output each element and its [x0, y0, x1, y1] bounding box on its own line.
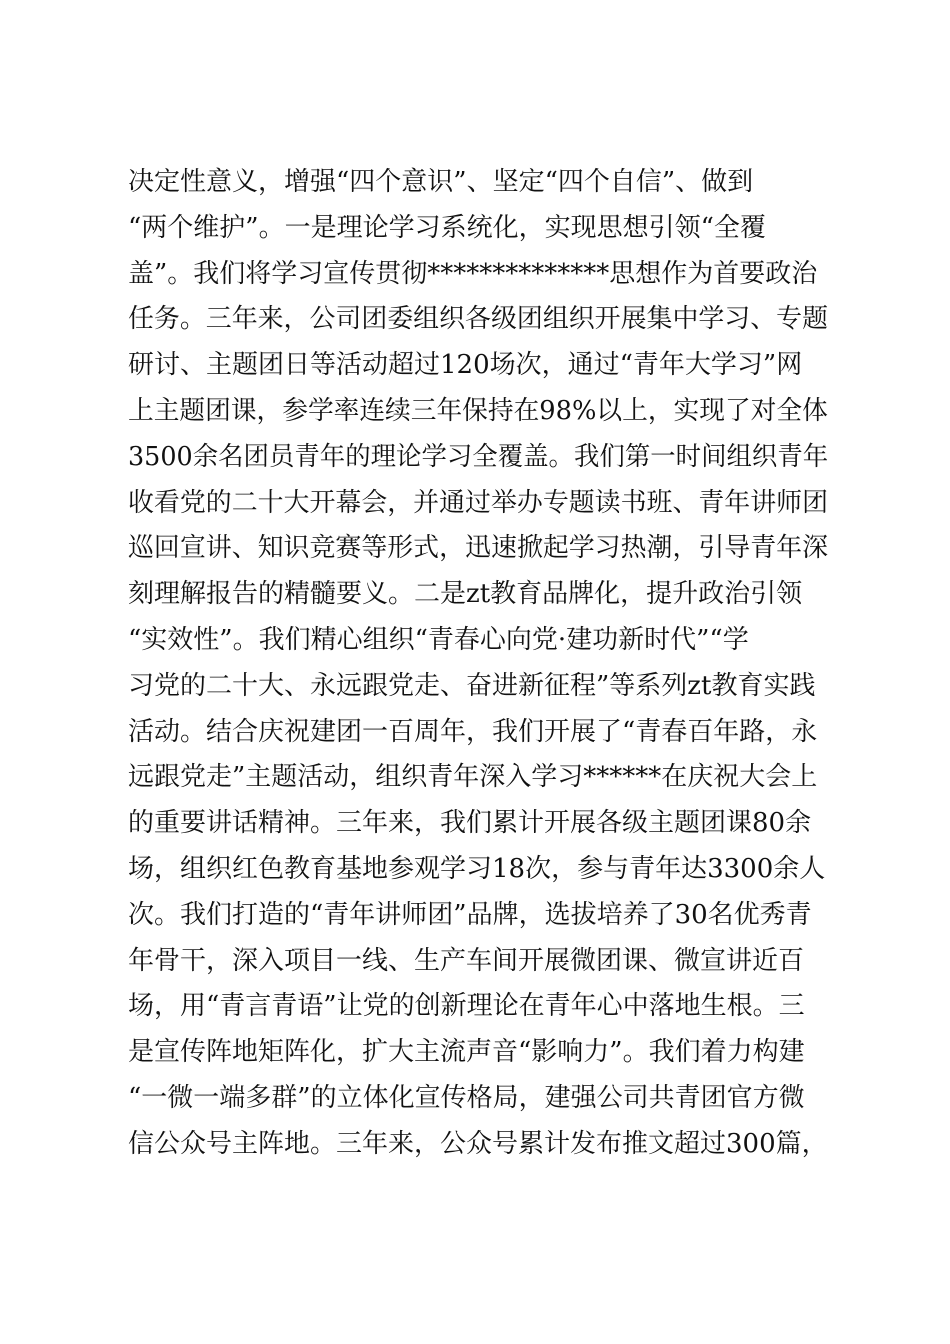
text-line: 收看党的二十大开幕会，并通过举办专题读书班、青年讲师团 — [128, 487, 829, 518]
text-line: “实效性”。我们精心组织“青春心向党·建功新时代”“学 — [128, 624, 749, 655]
body-paragraph — [128, 160, 828, 1168]
text-line: 习党的二十大、永远跟党走、奋进新征程”等系列zt教育实践 — [128, 670, 816, 701]
text-line: “一微一端多群”的立体化宣传格局，建强公司共青团官方微 — [128, 1082, 805, 1113]
text-line: 信公众号主阵地。三年来，公众号累计发布推文超过300篇， — [128, 1128, 828, 1159]
text-line: 年骨干，深入项目一线、生产车间开展微团课、微宣讲近百 — [128, 945, 805, 976]
text-line: 远跟党走”主题活动，组织青年深入学习******在庆祝大会上 — [128, 762, 818, 793]
text-line: 研讨、主题团日等活动超过120场次，通过“青年大学习”网 — [128, 350, 803, 381]
text-line: 活动。结合庆祝建团一百周年，我们开展了“青春百年路，永 — [128, 716, 818, 747]
text-line: 场，组织红色教育基地参观学习18次，参与青年达3300余人 — [128, 853, 826, 884]
text-line: 盖”。我们将学习宣传贯彻**************思想作为首要政治 — [128, 258, 818, 289]
text-line: 决定性意义，增强“四个意识”、坚定“四个自信”、做到 — [128, 167, 754, 197]
text-line: 次。我们打造的“青年讲师团”品牌，选拔培养了30名优秀青 — [128, 899, 812, 930]
text-line: 刻理解报告的精髓要义。二是zt教育品牌化，提升政治引领 — [128, 579, 803, 610]
text-line: 巡回宣讲、知识竞赛等形式，迅速掀起学习热潮，引导青年深 — [128, 533, 829, 564]
text-line: 场，用“青言青语”让党的创新理论在青年心中落地生根。三 — [128, 991, 805, 1022]
text-line: 任务。三年来，公司团委组织各级团组织开展集中学习、专题 — [128, 304, 829, 335]
text-line: 上主题团课，参学率连续三年保持在98%以上，实现了对全体 — [128, 395, 828, 426]
text-line: “两个维护”。一是理论学习系统化，实现思想引领“全覆 — [128, 212, 766, 243]
text-line: 3500余名团员青年的理论学习全覆盖。我们第一时间组织青年 — [128, 441, 829, 472]
text-line: 是宣传阵地矩阵化，扩大主流声音“影响力”。我们着力构建 — [128, 1037, 805, 1068]
text-line: 的重要讲话精神。三年来，我们累计开展各级主题团课80余 — [128, 808, 812, 839]
